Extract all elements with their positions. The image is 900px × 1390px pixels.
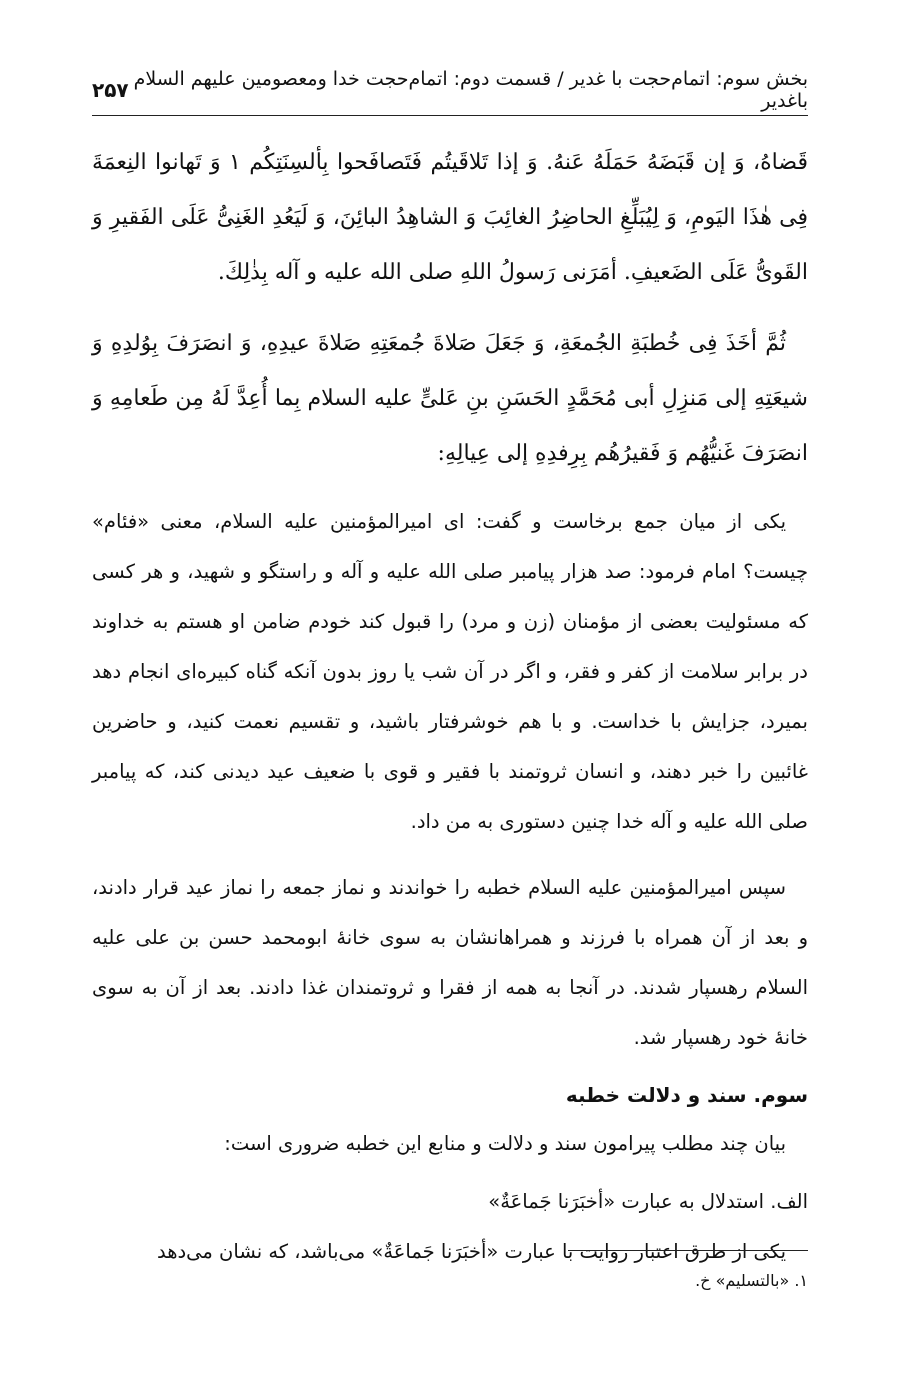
persian-paragraph-2: سپس امیرالمؤمنین علیه السلام خطبه را خواندند و نماز جمعه را نماز عید قرار دادند، و بعد از آن همراه با فرزند و همراهانشان به سوی خانهٔ ابومحمد حسن بن علی علیه السلام رهسپار شدند. در آنجا به همه از فقرا و ثروتمندان غذا دادند. بعد از آن به سوی خانهٔ خود رهسپار شد.: [92, 876, 808, 1049]
section-intro: بیان چند مطلب پیرامون سند و دلالت و منابع این خطبه ضروری است:: [224, 1132, 786, 1155]
footnote: ۱. «بالتسلیم» خ.: [695, 1271, 808, 1290]
running-header: [92, 70, 808, 110]
page-number: ۲۵۷: [92, 78, 129, 102]
paragraph-gap: [92, 847, 808, 863]
arabic-paragraph-2: ثُمَّ أخَذَ فِى خُطبَةِ الجُمعَةِ، وَ جَعَلَ صَلاةَ جُمعَتِهِ صَلاةَ عيدِهِ، وَ انصَرَفَ بِوُلدِهِ وَ شيعَتِهِ إلى مَنزِلِ أبى مُحَمَّدٍ الحَسَنِ بنِ عَلىٍّ علیه السلام بِما أُعِدَّ لَهُ مِن طَعامِهِ وَ انصَرَفَ غَنيُّهُم وَ فَقيرُهُم بِرِفدِهِ إلى عِيالِهِ:: [92, 331, 808, 466]
paragraph-gap: [92, 1063, 808, 1071]
persian-paragraph-3: یکی از طرق اعتبار روایت با عبارت «أخبَرَنا جَماعَةٌ» می‌باشد، که نشان می‌دهد: [156, 1240, 786, 1263]
footnote-rule: [568, 1250, 808, 1251]
persian-paragraph-1: یکی از میان جمع برخاست و گفت: ای امیرالمؤمنین علیه السلام، معنی «فئام» چیست؟ امام فرمود: صد هزار پیامبر صلی الله علیه و آله و راستگو و شهید، و هر کسی که مسئولیت بعضی از مؤمنان (زن و مرد) را قبول کند خودم ضامن او هستم به خداوند در برابر سلامت از کفر و فقر، و اگر در آن شب یا روز بدون آنکه گناه کبیره‌ای انجام دهد بمیرد، جزایش با خداست. و با هم خوشرفتار باشید، و تقسیم نعمت کنید، و حاضرین غائبین را خبر دهند، و انسان ثروتمند با فقیر و قوی با ضعیف عید دیدنی کند، که پیامبر صلی الله علیه و آله خدا چنین دستوری به من داد.: [92, 510, 808, 833]
running-header-title: بخش سوم: اتمام‌حجت با غدیر / قسمت دوم: اتمام‌حجت خدا ومعصومین علیهم السلام باغدیر: [133, 68, 808, 112]
paragraph-gap: [92, 481, 808, 497]
header-rule: [92, 115, 808, 116]
page-body: [92, 135, 808, 1277]
paragraph-gap: [92, 300, 808, 316]
subheading: الف. استدلال به عبارت «أخبَرَنا جَماعَةٌ»: [488, 1190, 808, 1213]
section-heading: سوم. سند و دلالت خطبه: [565, 1083, 808, 1107]
paragraph-gap: [92, 1169, 808, 1177]
arabic-paragraph-1: قَضاهُ، وَ إن قَبَضَهُ حَمَلَهُ عَنهُ. وَ إذا تَلاقَيتُم فَتَصافَحوا بِألسِنَتِكُم ۱ وَ تَهانوا النِعمَةَ فِى هٰذَا اليَومِ، وَ لِيُبَلِّغِ الحاضِرُ الغائِبَ وَ الشاهِدُ البائِنَ، وَ لَيَعُدِ الغَنِىُّ عَلَى الفَقيرِ وَ القَوىُّ عَلَى الضَعيفِ. أمَرَنى رَسولُ اللهِ صلی الله علیه و آله بِذٰلِكَ.: [92, 150, 808, 285]
